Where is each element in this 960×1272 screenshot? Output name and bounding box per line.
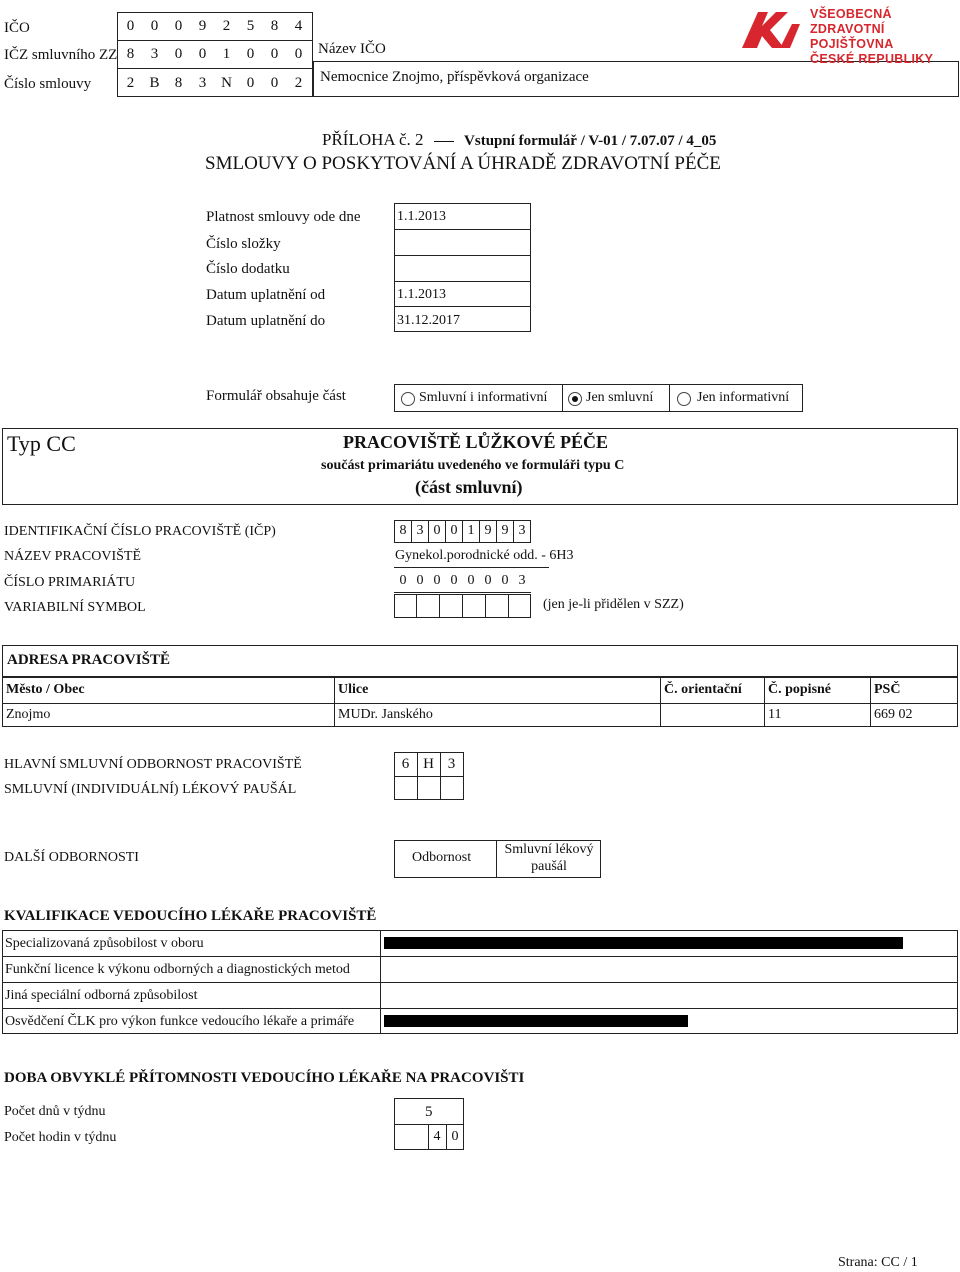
primariat-digit: 0 — [399, 573, 407, 588]
title-dash — [434, 141, 454, 142]
variable-symbol-note: (jen je-li přidělen v SZZ) — [543, 597, 684, 612]
redacted-value — [384, 1015, 688, 1027]
specialty-digit: 3 — [447, 756, 456, 772]
icp-digit: 9 — [501, 523, 509, 538]
qualification-label: Funkční licence k výkonu odborných a diagnostických metod — [5, 962, 350, 977]
contract-digit: 2 — [294, 75, 303, 91]
title-line-1 — [322, 130, 716, 150]
hours-per-week-label: Počet hodin v týdnu — [4, 1130, 117, 1145]
vzp-logo — [740, 6, 958, 66]
iczzz-digit: 0 — [294, 46, 303, 62]
ico-digit: 0 — [174, 18, 183, 34]
ico-digit: 8 — [270, 18, 279, 34]
iczzz-digit: 0 — [174, 46, 183, 62]
title-line-2: SMLOUVY O POSKYTOVÁNÍ A ÚHRADĚ ZDRAVOTNÍ PÉČE — [205, 153, 721, 174]
workplace-name-label: NÁZEV PRACOVIŠTĚ — [4, 549, 142, 564]
type-box — [2, 428, 958, 505]
ico-digit: 0 — [150, 18, 159, 34]
primariat-digit: 0 — [450, 573, 458, 588]
primariat-digit: 0 — [416, 573, 424, 588]
validity-value[interactable]: 1.1.2013 — [397, 287, 446, 302]
ico-digit: 9 — [198, 18, 207, 34]
primariat-digit: 3 — [518, 573, 526, 588]
contract-digit: 3 — [198, 75, 207, 91]
iczzz-digit: 0 — [270, 46, 279, 62]
contract-digit: 8 — [174, 75, 183, 91]
icp-label: IDENTIFIKAČNÍ ČÍSLO PRACOVIŠTĚ (IČP) — [4, 524, 276, 539]
ico-digit: 2 — [222, 18, 231, 34]
main-specialty-label: HLAVNÍ SMLUVNÍ ODBORNOST PRACOVIŠTĚ — [4, 757, 302, 772]
icp-digit: 0 — [433, 523, 441, 538]
name-ico-label: Název IČO — [318, 41, 386, 57]
contract-number-label: Číslo smlouvy — [4, 76, 92, 92]
icp-digit: 9 — [484, 523, 492, 538]
page-number: Strana: CC / 1 — [838, 1255, 918, 1270]
iczzz-digit: 8 — [126, 46, 135, 62]
primariat-digit: 0 — [484, 573, 492, 588]
iczzz-digit: 1 — [222, 46, 231, 62]
drug-allowance-label: SMLUVNÍ (INDIVIDUÁLNÍ) LÉKOVÝ PAUŠÁL — [4, 782, 297, 797]
validity-label: Platnost smlouvy ode dne — [206, 209, 361, 225]
contract-digit: N — [221, 75, 232, 91]
specialty-digit: 6 — [401, 756, 410, 772]
address-street: MUDr. Janského — [338, 707, 433, 722]
address-title: ADRESA PRACOVIŠTĚ — [7, 652, 170, 668]
type-label: Typ CC — [7, 431, 76, 456]
workplace-name-value: Gynekol.porodnické odd. - 6H3 — [395, 548, 574, 563]
type-heading: PRACOVIŠTĚ LŮŽKOVÉ PÉČE — [343, 432, 609, 452]
icp-digit: 1 — [467, 523, 475, 538]
contract-digit: 2 — [126, 75, 135, 91]
option-label[interactable]: Jen informativní — [697, 390, 790, 405]
address-descriptive-number: 11 — [768, 707, 782, 722]
validity-label: Číslo dodatku — [206, 261, 290, 277]
contract-digit: B — [149, 75, 160, 91]
address-title-box — [2, 645, 958, 677]
vzp-logo-line: VŠEOBECNÁ — [810, 7, 892, 21]
icp-digit: 0 — [450, 523, 458, 538]
iczzz-digit: 3 — [150, 46, 159, 62]
other-specialties-label: DALŠÍ ODBORNOSTI — [4, 850, 139, 865]
presence-title: DOBA OBVYKLÉ PŘÍTOMNOSTI VEDOUCÍHO LÉKAŘE NA PRACOVIŠTI — [4, 1070, 525, 1086]
form-part-label: Formulář obsahuje část — [206, 388, 346, 404]
specialty-digit: H — [423, 756, 434, 772]
vzp-logo-mark-icon — [740, 6, 810, 52]
validity-label: Datum uplatnění od — [206, 287, 326, 303]
primariat-digit: 0 — [467, 573, 475, 588]
address-header-city: Město / Obec — [6, 682, 85, 697]
iczzz-label: IČZ smluvního ZZ — [4, 47, 118, 63]
days-per-week-label: Počet dnů v týdnu — [4, 1104, 106, 1119]
title-prefix: PŘÍLOHA č. 2 — [322, 130, 424, 149]
type-part: (část smluvní) — [415, 477, 523, 497]
validity-value[interactable]: 31.12.2017 — [397, 313, 460, 328]
address-city: Znojmo — [6, 707, 51, 722]
primariat-digit: 0 — [433, 573, 441, 588]
vzp-logo-line: ČESKÉ REPUBLIKY — [810, 52, 934, 66]
other-allowance-col-line: Smluvní lékový — [504, 842, 594, 857]
contract-digit: 0 — [246, 75, 255, 91]
other-allowance-col-line: paušál — [531, 859, 567, 874]
type-subheading: součást primariátu uvedeného ve formuláři typu C — [321, 458, 625, 473]
redacted-value — [384, 937, 903, 949]
address-header-street: Ulice — [338, 682, 369, 697]
option-label[interactable]: Jen smluvní — [586, 390, 654, 405]
primariat-label: ČÍSLO PRIMARIÁTU — [4, 575, 136, 590]
days-per-week-value: 5 — [425, 1104, 433, 1120]
hours-digit: 4 — [433, 1129, 441, 1144]
address-header-orientation-number: Č. orientační — [664, 682, 742, 697]
iczzz-digit: 0 — [246, 46, 255, 62]
ico-digit: 0 — [126, 18, 135, 34]
icp-digit: 3 — [416, 523, 424, 538]
icp-digit: 8 — [399, 523, 407, 538]
validity-label: Číslo složky — [206, 236, 281, 252]
qualification-title: KVALIFIKACE VEDOUCÍHO LÉKAŘE PRACOVIŠTĚ — [4, 908, 377, 924]
contract-digit: 0 — [270, 75, 279, 91]
hours-digit: 0 — [451, 1129, 459, 1144]
radio-icon[interactable] — [677, 392, 691, 406]
radio-icon[interactable] — [401, 392, 415, 406]
validity-label: Datum uplatnění do — [206, 313, 326, 329]
qualification-label: Specializovaná způsobilost v oboru — [5, 936, 204, 951]
other-allowance-col — [497, 841, 601, 875]
title-rest: Vstupní formulář / V-01 / 7.07.07 / 4_05 — [464, 133, 717, 149]
ico-label: IČO — [4, 20, 30, 36]
variable-symbol-label: VARIABILNÍ SYMBOL — [4, 600, 146, 615]
ico-digit: 5 — [246, 18, 255, 34]
address-header-postcode: PSČ — [874, 682, 901, 697]
other-specialty-col: Odbornost — [412, 850, 472, 865]
address-postcode: 669 02 — [874, 707, 913, 722]
iczzz-digit: 0 — [198, 46, 207, 62]
icp-digit: 3 — [518, 523, 526, 538]
ico-digit: 4 — [294, 18, 303, 34]
primariat-digit: 0 — [501, 573, 509, 588]
qualification-label: Osvědčení ČLK pro výkon funkce vedoucího lékaře a primáře — [5, 1014, 355, 1029]
option-label[interactable]: Smluvní i informativní — [419, 390, 548, 405]
validity-value[interactable]: 1.1.2013 — [397, 209, 446, 224]
address-header-descriptive-number: Č. popisné — [768, 682, 832, 697]
vzp-logo-line: ZDRAVOTNÍ POJIŠŤOVNA — [810, 22, 894, 51]
qualification-label: Jiná speciální odborná způsobilost — [5, 988, 198, 1003]
name-ico-value: Nemocnice Znojmo, příspěvková organizace — [320, 69, 589, 85]
radio-selected-icon[interactable] — [568, 392, 582, 406]
